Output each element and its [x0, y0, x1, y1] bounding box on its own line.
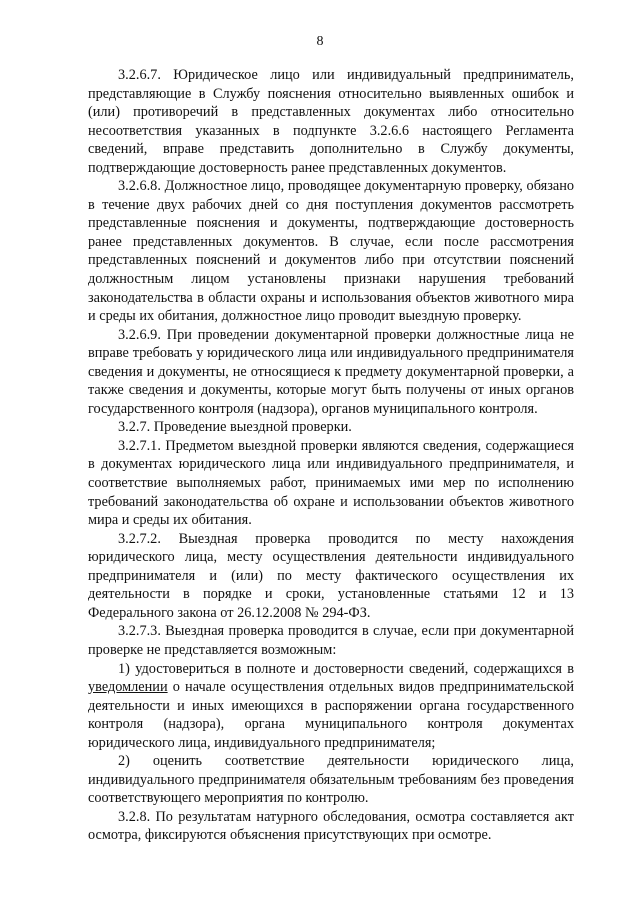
paragraph-3-2-7-3: 3.2.7.3. Выездная проверка проводится в случае, если при документарной проверке не представляется возможным: [88, 623, 574, 658]
paragraph-3-2-7-1: 3.2.7.1. Предметом выездной проверки являются сведения, содержащиеся в документах юридического лица или индивидуального предпринимателя, и соответствие выполняемых работ, принимаемых ими мер по исполнению требований законодательства об охране и использовании объектов животного мира и среды их обитания. [88, 437, 574, 529]
page-number: 8 [316, 34, 324, 49]
paragraph-3-2-8: 3.2.8. По результатам натурного обследования, осмотра составляется акт осмотра, фиксируются объяснения присутствующих при осмотре. [88, 808, 574, 844]
paragraph-3-2-7-2: 3.2.7.2. Выездная проверка проводится по месту нахождения юридического лица, месту осуществления деятельности индивидуального предпринимателя и (или) по месту фактического осуществления их деятельности в порядке и сроки, установленные статьями 12 и 13 Федерального закона от 26.12.2008 № 294-ФЗ. [88, 530, 574, 621]
paragraph-3-2-7: 3.2.7. Проведение выездной проверки. [118, 419, 352, 436]
list-item-2: 2) оценить соответствие деятельности юридического лица, индивидуального предпринимателя обязательным требованиям без проведения соответствующего мероприятия по контролю. [88, 753, 574, 807]
list-item-1 [88, 660, 574, 753]
underlined-word: уведомлении [88, 679, 168, 696]
paragraph-3-2-6-9: 3.2.6.9. При проведении документарной проверки должностные лица не вправе требовать у юридического лица или индивидуального предпринимателя сведения и документы, не относящиеся к предмету документарной проверки, а также сведения и документы, которые могут быть получены от иных органов государственного контроля (надзора), органов муниципального контроля. [88, 326, 574, 417]
paragraph-3-2-6-8: 3.2.6.8. Должностное лицо, проводящее документарную проверку, обязано в течение двух рабочих дней со дня поступления документов рассмотреть представленные пояснения и документы, подтверждающие достоверность ранее представленных документов. В случае, если после рассмотрения представленных пояснений и документов либо при отсутствии пояснений должностным лицом установлены признаки нарушения требований законодательства в области охраны и использования объектов животного мира и среды их обитания, должностное лицо проводит выездную проверку. [88, 178, 574, 325]
list-item-1-text-end: о начале осуществления отдельных видов предпринимательской деятельности и иных имеющихся в распоряжении органа государственного контроля (надзора), органа муниципального контроля документах юридического лица, индивидуального предпринимателя; [88, 679, 574, 751]
list-item-1-text-start: 1) удостовериться в полноте и достоверности сведений, содержащихся в [118, 660, 574, 677]
paragraph-3-2-6-7: 3.2.6.7. Юридическое лицо или индивидуальный предприниматель, представляющие в Службу пояснения относительно выявленных ошибок и (или) противоречий в представленных документах либо относительно несоответствия указанных в подпункте 3.2.6.6 настоящего Регламента сведений, вправе представить дополнительно в Службу документы, подтверждающие достоверность ранее представленных документов. [88, 67, 574, 176]
document-body [88, 66, 574, 845]
